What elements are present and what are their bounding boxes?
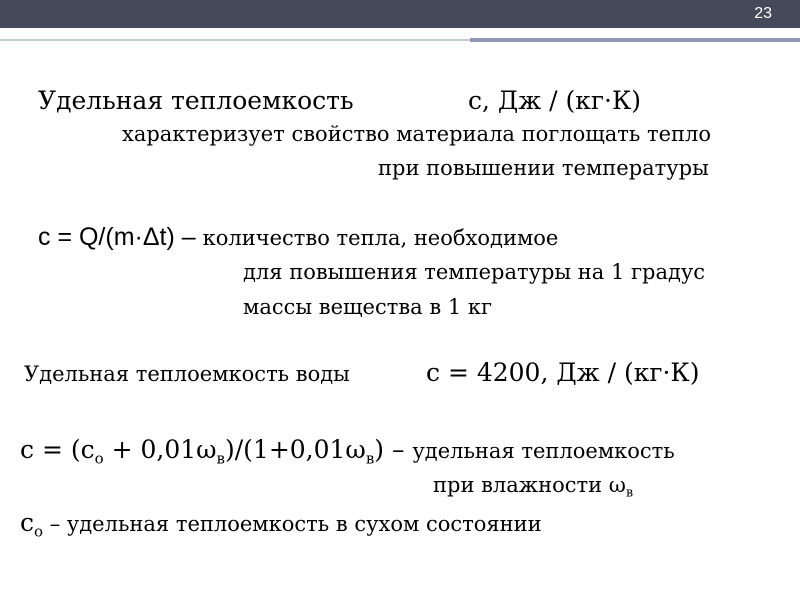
description-line-2: при повышении температуры: [378, 156, 709, 180]
description-line-1: характеризует свойство материала поглощать тепло: [122, 122, 712, 146]
formula-2-sub-3: в: [365, 449, 375, 468]
formula-2: [20, 437, 675, 466]
slide-number: 23: [754, 5, 772, 22]
dry-state-line: [20, 510, 542, 539]
formula-1-expression: c = Q/(m·Δt) –: [38, 223, 203, 251]
top-bar: [0, 0, 800, 28]
formula-1: [38, 225, 558, 250]
dry-c: с: [20, 508, 35, 537]
moisture-text: при влажности ω: [433, 473, 626, 497]
dry-sub: о: [34, 522, 44, 541]
dry-description: – удельная теплоемкость в сухом состоянии: [43, 512, 542, 536]
formula-2-part-a: с = (с: [20, 435, 95, 464]
moisture-sub: в: [625, 484, 634, 500]
formula-2-part-d: ) –: [374, 435, 413, 464]
formula-2-part-b: + 0,01ω: [103, 435, 217, 464]
accent-line: [0, 37, 800, 43]
formula-2-description: удельная теплоемкость: [412, 439, 675, 463]
formula-2-sub-2: в: [216, 449, 225, 468]
formula-2-part-c: )/(1+0,01ω: [224, 435, 366, 464]
formula-2-sub-1: о: [94, 449, 104, 468]
title-text: Удельная теплоемкость: [38, 86, 354, 115]
water-value: с = 4200, Дж / (кг·К): [426, 358, 700, 387]
formula-1-description: количество тепла, необходимое: [202, 226, 559, 250]
formula-1-description-line-3: массы вещества в 1 кг: [243, 295, 493, 319]
formula-1-description-line-2: для повышения температуры на 1 градус: [243, 260, 706, 284]
title-unit: c, Дж / (кг·К): [468, 86, 642, 115]
water-label: Удельная теплоемкость воды: [24, 362, 350, 386]
formula-2-description-line-2: [433, 475, 633, 499]
